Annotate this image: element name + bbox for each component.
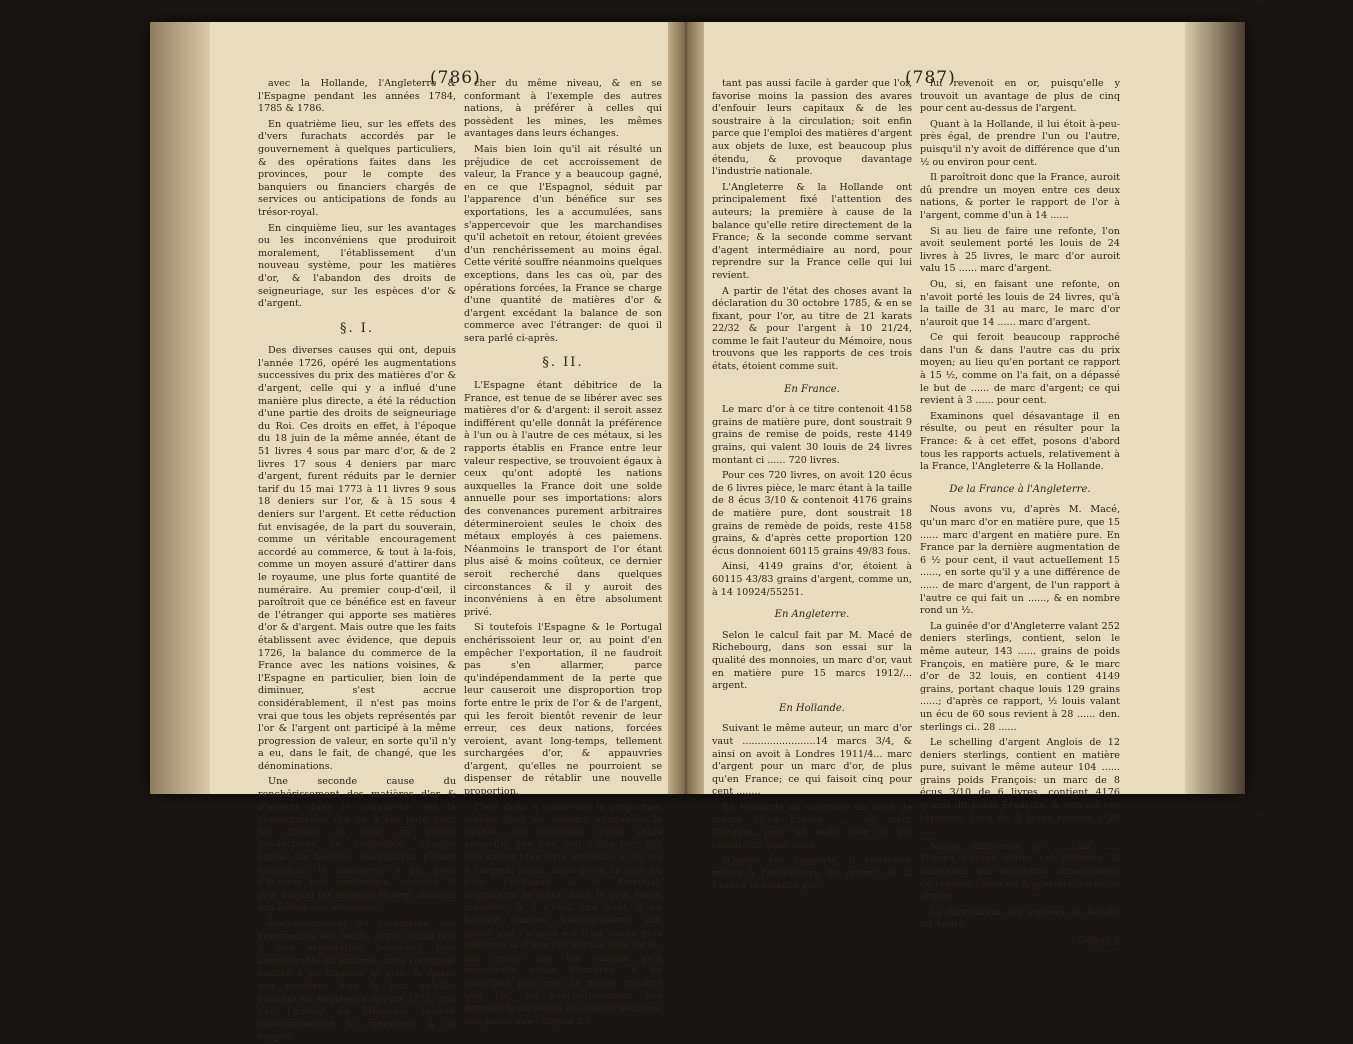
paragraph: Quant à la Hollande, il lui étoit à-peu-près égal, de prendre l'un ou l'autre, puisqu'il n'y avoit de différence que d'un ½ ou environ pour cent. xyxy=(920,118,1120,168)
paragraph: Des diverses causes qui ont, depuis l'année 1726, opéré les augmentations successives du prix des matières d'or & d'argent, celle qui y a influé d'une manière plus directe, a été la réduction d'une partie des droits de seigneuriage du Roi. Ces droits en effet, à l'époque du 18 juin de la même année, étant de 51 livres 4 sous par marc d'or, & de 2 livres 17 sous 4 deniers par marc d'argent, furent réduits par le dernier tarif du 15 mai 1773 à 11 livres 9 sous 18 deniers sur l'or, & à 15 sous 4 deniers sur l'argent. Et cette réduction fut envisagée, de la part du souverain, comme un véritable encouragement accordé au commerce, & tout à la-fois, comme un moyen assuré d'attirer dans le royaume, une plus forte quantité de numéraire. Au premier coup-d'œil, il paroîtroit que ce bénéfice est en faveur de l'étranger qui apporte ses matières d'or & d'argent. Mais outre que les faits établissent avec évidence, que depuis 1726, la balance du commerce de la France avec les nations voisines, & l'Espagne en particulier, bien loin de diminuer, s'est accrue considérablement, il n'est pas moins vrai que tous les objets représentés par l'or & l'argent ont participé à la même progression de valeur, en sorte qu'il n'y a eu, dans le fait, de changé, que les dénominations. xyxy=(258,345,456,772)
paragraph: A partir de l'état des choses avant la déclaration du 30 octobre 1785, & en se fixant, pour l'or, au titre de 21 karats 22/32 & pour l'argent à 10 21/24, comme le fait l'auteur du Mémoire, nous trouvons que les rapports de ces trois états, étoient comme suit. xyxy=(712,285,912,373)
paragraph: Selon le calcul fait par M. Macé de Richebourg, dans son essai sur la qualité des monnoies, un marc d'or, vaut en matière pure 15 marcs 1912/... argent. xyxy=(712,629,912,692)
paragraph: cher du même niveau, & en se conformant à l'exemple des autres nations, à préférer à celles qui possèdent les mines, les mêmes avantages dans leurs échanges. xyxy=(464,78,662,140)
paragraph: En Hollande au contraire on avoit de moins qu'en France ...... de marc d'argent, pour un marc d'or, ce qui faisoit ...... pour cent. xyxy=(712,801,912,851)
paragraph: L'Angleterre & la Hollande ont principalement fixé l'attention des auteurs; la première à cause de la balance qu'elle retire directement de la France; & la seconde comme servant d'agent intermédiaire au nord, pour reprendre sur la France celle qui lui revient. xyxy=(712,181,912,281)
left-folio: (786) xyxy=(430,68,481,88)
paragraph: Même différence de ........un ...... Voyons d'après toutes ces données, la différence qui résulteroit actuellement de remises faites en Angleterre, en or ou argent. xyxy=(920,840,1120,903)
paragraph: Mais bien loin qu'il ait résulté un préjudice de cet accroissement de valeur, la France y a beaucoup gagné, en ce que l'Espagnol, séduit par l'apparence d'un bénéfice sur ses exportations, les a accumulées, sans s'appercevoir que les marchandises qu'il achetoit en retour, étoient grevées d'un renchérissement au moins égal. Cette vérité souffre néanmoins quelques exceptions, dans les cas où, par des opérations forcées, la France se charge d'une quantité de matières d'or & d'argent excédant la balance de son commerce avec l'étranger: de quoi il sera parlé ci-après. xyxy=(464,143,662,344)
paragraph: La guinée d'or d'Angleterre valant 252 deniers sterlings, contient, selon le même auteur, 143 ...... grains de poids François, en matière pure, & le marc d'or de 32 louis, en contient 4149 grains, portant chaque louis 129 grains ......; d'après ce rapport, ½ louis valant un écu de 60 sous revient à 28 ...... den. sterlings ci.. 28 ...... xyxy=(920,620,1120,733)
subsection-heading: De la France à l'Angleterre. xyxy=(949,483,1091,495)
paragraph: En cinquième lieu, sur les avantages ou les inconvéniens que produiroit moralement, l'établissement d'un nouveau système, pour les matières d'or, & l'abandon des droits de seigneuriage, sur les espèces d'or & d'argent. xyxy=(258,222,456,310)
left-page-column-2 xyxy=(464,78,662,1027)
paragraph: Examinons quel désavantage il en résulte, ou peut en résulter pour la France: & à cet effet, posons d'abord tous les rapports actuels, relativement à la France, l'Angleterre & la Hollande. xyxy=(920,410,1120,473)
subsection-heading: En France. xyxy=(784,383,840,395)
paragraph: L'accroissement du commerce des compagnies des Indes, ayant donné lieu à une exportation beaucoup plus considérable de piastres, aura contribué encore à en hausser le prix; & quant aux matières d'or, le prix qu'elles valoient en Angleterre depuis 1751, cité par l'auteur du Mémoire, invitoit nécessairement le commerce à se rappro- xyxy=(258,918,456,1043)
paragraph: Une seconde cause du renchérissement des matières d'or & d'argent dans le commerce, est la consommation qui en a été faite pour les choses de luxe, ou autres productions de l'industrie; chaque année les besoins imaginaires s'étant multipliés, le commerce a dû, pour s'assurer une préférence, excéder le prix auquel les espèces étoient admises aux hôtels des monnoies. xyxy=(258,776,456,914)
paragraph: Ainsi, 4149 grains d'or, étoient à 60115 43/83 grains d'argent, comme un, à 14 10924/55251. xyxy=(712,561,912,598)
book-gutter xyxy=(668,22,704,794)
paragraph: L'Espagne étant débitrice de la France, est tenue de se libérer avec ses matières d'or & d'argent: il seroit assez indifférent qu'elle donnât la préférence à l'un ou à l'autre de ces métaux, si les rapports établis en France entre leur valeur respective, se trouvoient égaux à ceux qu'ont adopté les nations auxquelles la France doit une solde annuelle pour ses importations: alors des convenances purement arbitraires détermineroient seules le choix des métaux employés à ces paiemens. Néanmoins le transport de l'or étant plus aisé & moins coûteux, ce dernier seroit recherché dans quelques circonstances & il y auroit des inconvéniens à en être absolument privé. xyxy=(464,380,662,618)
paragraph: Ce qui feroit beaucoup rapproché dans l'un & dans l'autre cas du prix moyen; au lieu qu'en portant ce rapport à 15 ½, comme on l'a fait, on a dépassé le but de ...... de marc d'argent; ce qui revient à 3 ...... pour cent. xyxy=(920,332,1120,407)
subsection-heading: En Angleterre. xyxy=(774,609,850,621)
page-edge-right xyxy=(1185,22,1245,794)
paragraph: D'après ces rapports, il convenoit mieux à l'Angleterre de retirer de la France la balance qui xyxy=(712,855,912,892)
subsection-heading: En Hollande. xyxy=(779,702,845,714)
paragraph: Si au lieu de faire une refonte, l'on avoit seulement porté les louis de 24 livres à 25 livres, le marc d'or auroit valu 15 ...... marc d'argent. xyxy=(920,225,1120,275)
paragraph: Pour ces 720 livres, on avoit 120 écus de 6 livres pièce, le marc étant à la taille de 8 écus 3/10 & contenoit 4176 grains de matière pure, dont soustrait 18 grains de remède de poids, reste 4158 grains, & d'après cette proportion 120 écus donnoient 60115 grains 49/83 fous. xyxy=(712,470,912,557)
catchword: Ggggg ij xyxy=(1078,935,1120,946)
paragraph: tant pas aussi facile à garder que l'or, favorise moins la passion des avares d'enfouir leurs capitaux & de les soustraire à la circulation; soit enfin parce que l'emploi des matières d'argent aux objets de luxe, est beaucoup plus étendu, & provoque davantage l'industrie nationale. xyxy=(712,78,912,178)
section-heading: §. II. xyxy=(542,355,584,371)
paragraph: avec la Hollande, l'Angleterre & l'Espagne pendant les années 1784, 1785 & 1786. xyxy=(258,78,456,115)
paragraph: Le schelling d'argent Anglois de 12 deniers sterlings, contient en matière pure, suivant le même auteur 104 ...... grains poids François: un marc de 8 écus 3/10 de 6 livres, contient 4176 grains du poids François, & suivant ces rapports, l'écu de 3 livres revient à 28 ...... xyxy=(920,737,1120,837)
left-page-column-1 xyxy=(258,78,456,1043)
paragraph: C'est donc à conserver la proportion établie chez les nations, auxquelles la France est redevable d'une solde annuelle, que l'on doit s'attacher; car une valeur plus forte attribuée à l'or, ou à l'argent, feroit, ainsi qu'on l'a déjà dit pour l'Espagne & le Portugal, disparoître le métal dont le prix seroit moindre; & il s'étoit tiré gant, il en naîtroit nombre d'inconvéniens, soit parce que l'argent est d'un usage plus commun & d'une circulation plus facile, soit parce que les valeurs qu'il représente étant moindres, il ne contribue pas avec la même rapidité que l'or, au renchérissement des denrées & de toutes les choses usuelles; soit parce que l'argent n'é- xyxy=(464,801,662,1027)
paragraph: Nous avons vu, d'après M. Macé, qu'un marc d'or en matière pure, que 15 ...... marc d'argent en matière pure. En France par la dernière augmentation de 6 ½ pour cent, il vaut actuellement 15 ......, en sorte qu'il y a une différence de ...... de marc d'argent, de l'un rapport à l'autre ce qui fait un ......, & en nombre rond un ½. xyxy=(920,504,1120,617)
paragraph: La fabrication des espèces se faisant en Angle- xyxy=(920,906,1120,931)
right-page-column-2 xyxy=(920,78,1120,946)
page-edge-left xyxy=(150,22,210,794)
paragraph: lui revenoit en or, puisqu'elle y trouvoit un avantage de plus de cinq pour cent au-dessus de l'argent. xyxy=(920,78,1120,115)
paragraph: En quatrième lieu, sur les effets des d'vers furachats accordés par le gouvernement à quelques particuliers, & des opérations faites dans les provinces, pour le compte des banquiers ou financiers chargés de services ou anticipations de fonds au trésor-royal. xyxy=(258,118,456,218)
paragraph: Il paroîtroit donc que la France, auroit dû prendre un moyen entre ces deux nations, & porter le rapport de l'or à l'argent, comme d'un à 14 ...... xyxy=(920,172,1120,221)
section-heading: §. I. xyxy=(339,320,375,336)
right-page-column-1 xyxy=(712,78,912,892)
right-folio: (787) xyxy=(905,68,956,88)
paragraph: Suivant le même auteur, un marc d'or vaut ........................14 marcs 3/4, & ainsi on avoit à Londres 1911/4... marc d'argent pour un marc d'or, de plus qu'en France; ce qui faisoit cinq pour cent ........ xyxy=(712,723,912,798)
paragraph: Si toutefois l'Espagne & le Portugal enchérissoient leur or, au point d'en empêcher l'exportation, il ne faudroit pas s'en allarmer, parce qu'indépendamment de la perte que leur causeroit une disproportion trop forte entre le prix de l'or & de l'argent, qui les feroit bientôt revenir de leur erreur, ces deux nations, forcées veroient, avant long-temps, tellement surchargées d'or, & appauvries d'argent, qu'elles ne pourroient se dispenser de rétablir une nouvelle proportion. xyxy=(464,622,662,798)
paragraph: Le marc d'or à ce titre contenoit 4158 grains de matière pure, dont soustrait 9 grains de remise de poids, reste 4149 grains, qui valent 30 louis de 24 livres montant ci ...... 720 livres. xyxy=(712,404,912,466)
paragraph: Ou, si, en faisant une refonte, on n'avoit porté les louis de 24 livres, qu'à la taille de 31 au marc, le marc d'or n'auroit que 14 ...... marc d'argent. xyxy=(920,278,1120,328)
